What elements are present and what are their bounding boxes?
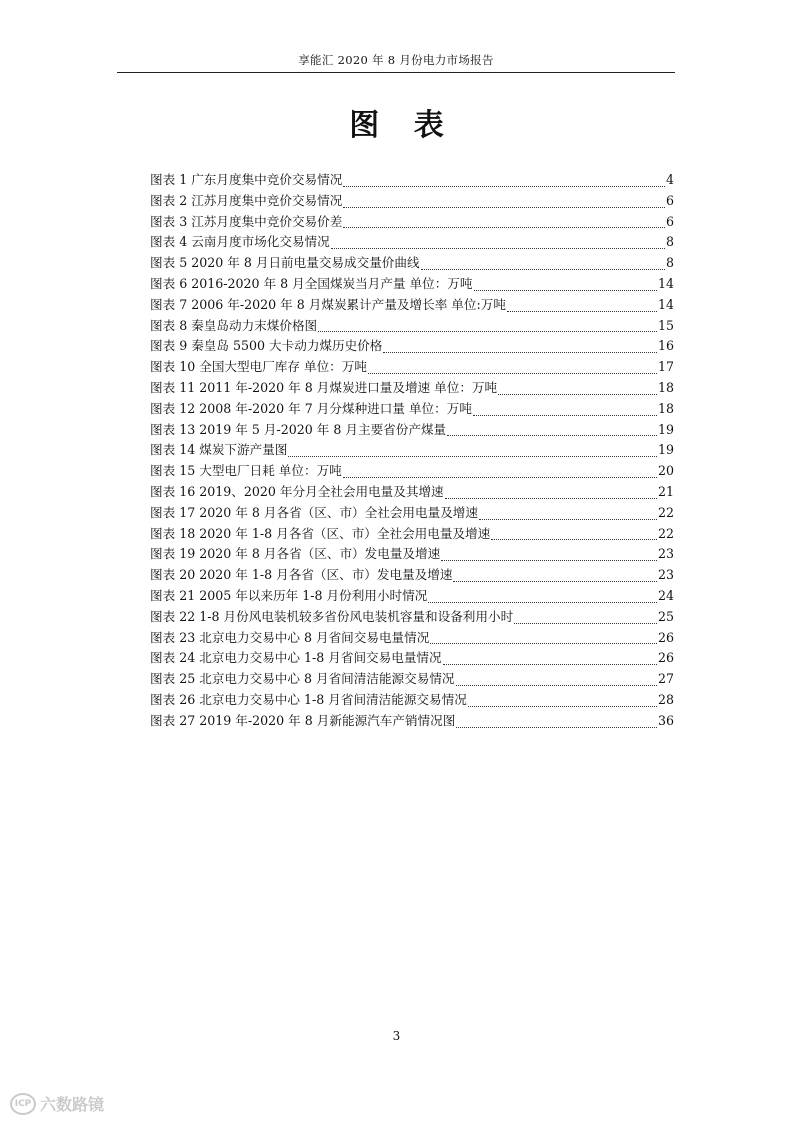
toc-entry[interactable] — [150, 503, 674, 524]
toc-entry-page: 15 — [657, 317, 674, 333]
toc-entry-page: 16 — [657, 338, 674, 354]
toc-entry-label: 图表 3 江苏月度集中竞价交易价差 — [150, 213, 343, 229]
figure-list — [150, 170, 674, 732]
toc-dot-leader — [468, 706, 657, 707]
toc-entry[interactable] — [150, 316, 674, 337]
toc-entry[interactable] — [150, 212, 674, 233]
toc-entry[interactable] — [150, 440, 674, 461]
toc-entry-page: 25 — [657, 608, 674, 624]
toc-entry-page: 23 — [657, 567, 674, 583]
toc-entry[interactable] — [150, 253, 674, 274]
toc-entry-page: 26 — [657, 629, 674, 645]
watermark-logo-icon: ICP — [10, 1093, 36, 1115]
toc-entry-page: 14 — [657, 296, 674, 312]
toc-dot-leader — [331, 248, 665, 249]
toc-dot-leader — [318, 331, 657, 332]
toc-entry[interactable] — [150, 711, 674, 732]
toc-entry-label: 图表 10 全国大型电厂库存 单位：万吨 — [150, 359, 367, 375]
toc-entry-label: 图表 13 2019 年 5 月-2020 年 8 月主要省份产煤量 — [150, 421, 447, 437]
toc-entry[interactable] — [150, 420, 674, 441]
toc-entry-page: 4 — [665, 172, 674, 187]
watermark — [10, 1092, 104, 1115]
toc-entry[interactable] — [150, 565, 674, 586]
toc-entry[interactable] — [150, 232, 674, 253]
toc-entry[interactable] — [150, 544, 674, 565]
toc-dot-leader — [383, 352, 657, 353]
toc-entry-page: 21 — [657, 483, 674, 499]
toc-dot-leader — [447, 435, 657, 436]
toc-entry-page: 19 — [657, 421, 674, 437]
toc-entry-label: 图表 4 云南月度市场化交易情况 — [150, 234, 330, 250]
toc-entry-page: 19 — [657, 442, 674, 458]
toc-entry[interactable] — [150, 607, 674, 628]
toc-entry-label: 图表 20 2020 年 1-8 月各省（区、市）发电量及增速 — [150, 567, 453, 583]
toc-entry-label: 图表 21 2005 年以来历年 1-8 月份利用小时情况 — [150, 587, 428, 603]
toc-entry-label: 图表 25 北京电力交易中心 8 月省间清洁能源交易情况 — [150, 671, 455, 687]
page-number: 3 — [392, 1029, 401, 1043]
toc-dot-leader — [456, 727, 657, 728]
toc-entry-label: 图表 12 2008 年-2020 年 7 月分煤种进口量 单位：万吨 — [150, 400, 472, 416]
toc-entry[interactable] — [150, 461, 674, 482]
toc-entry-page: 8 — [665, 255, 674, 271]
toc-entry-page: 8 — [665, 234, 674, 250]
toc-entry[interactable] — [150, 295, 674, 316]
page-title: 图 表 — [349, 108, 456, 143]
toc-dot-leader — [456, 685, 657, 686]
toc-entry-label: 图表 14 煤炭下游产量图 — [150, 442, 288, 458]
toc-entry[interactable] — [150, 524, 674, 545]
toc-entry[interactable] — [150, 586, 674, 607]
toc-dot-leader — [343, 186, 665, 187]
toc-entry-label: 图表 7 2006 年-2020 年 8 月煤炭累计产量及增长率 单位:万吨 — [150, 296, 506, 312]
toc-dot-leader — [453, 581, 657, 582]
toc-dot-leader — [473, 415, 657, 416]
toc-entry-page: 28 — [657, 691, 674, 707]
toc-dot-leader — [507, 311, 657, 312]
toc-entry-label: 图表 11 2011 年-2020 年 8 月煤炭进口量及增速 单位：万吨 — [150, 379, 498, 395]
toc-entry[interactable] — [150, 628, 674, 649]
toc-entry[interactable] — [150, 648, 674, 669]
toc-entry[interactable] — [150, 336, 674, 357]
toc-entry[interactable] — [150, 191, 674, 212]
toc-entry-page: 22 — [657, 504, 674, 520]
toc-dot-leader — [443, 664, 657, 665]
toc-dot-leader — [479, 519, 657, 520]
toc-entry[interactable] — [150, 357, 674, 378]
toc-entry-label: 图表 23 北京电力交易中心 8 月省间交易电量情况 — [150, 629, 430, 645]
toc-entry[interactable] — [150, 482, 674, 503]
toc-entry-label: 图表 18 2020 年 1-8 月各省（区、市）全社会用电量及增速 — [150, 525, 491, 541]
toc-entry-label: 图表 16 2019、2020 年分月全社会用电量及其增速 — [150, 483, 444, 499]
toc-dot-leader — [474, 290, 657, 291]
toc-entry-label: 图表 27 2019 年-2020 年 8 月新能源汽车产销情况图 — [150, 712, 456, 728]
toc-entry-label: 图表 9 秦皇岛 5500 大卡动力煤历史价格 — [150, 338, 383, 354]
toc-dot-leader — [445, 498, 657, 499]
toc-entry-page: 24 — [657, 587, 674, 603]
toc-entry-page: 27 — [657, 671, 674, 687]
toc-entry-label: 图表 26 北京电力交易中心 1-8 月省间清洁能源交易情况 — [150, 691, 467, 707]
toc-dot-leader — [343, 227, 665, 228]
toc-entry[interactable] — [150, 690, 674, 711]
toc-entry[interactable] — [150, 399, 674, 420]
watermark-text: 六数路镜 — [40, 1095, 105, 1114]
toc-entry-page: 22 — [657, 525, 674, 541]
toc-entry-label: 图表 19 2020 年 8 月各省（区、市）发电量及增速 — [150, 546, 441, 562]
toc-entry[interactable] — [150, 378, 674, 399]
header-divider — [117, 72, 675, 73]
toc-entry-label: 图表 22 1-8 月份风电装机较多省份风电装机容量和设备利用小时 — [150, 608, 514, 624]
toc-dot-leader — [428, 602, 657, 603]
toc-entry-label: 图表 17 2020 年 8 月各省（区、市）全社会用电量及增速 — [150, 504, 478, 520]
toc-entry-label: 图表 15 大型电厂日耗 单位：万吨 — [150, 463, 342, 479]
toc-dot-leader — [430, 643, 657, 644]
toc-dot-leader — [441, 560, 657, 561]
toc-entry-page: 18 — [657, 400, 674, 416]
toc-entry-page: 26 — [657, 650, 674, 666]
toc-entry-label: 图表 6 2016-2020 年 8 月全国煤炭当月产量 单位：万吨 — [150, 275, 473, 291]
toc-entry[interactable] — [150, 170, 674, 191]
toc-entry-page: 6 — [665, 192, 674, 208]
toc-entry-label: 图表 1 广东月度集中竞价交易情况 — [150, 172, 343, 187]
toc-entry-page: 18 — [657, 379, 674, 395]
toc-entry-label: 图表 2 江苏月度集中竞价交易情况 — [150, 192, 343, 208]
toc-dot-leader — [514, 623, 657, 624]
toc-dot-leader — [288, 456, 657, 457]
toc-entry-page: 6 — [665, 213, 674, 229]
toc-entry-page: 14 — [657, 275, 674, 291]
toc-dot-leader — [491, 539, 657, 540]
toc-entry[interactable] — [150, 274, 674, 295]
toc-entry-label: 图表 5 2020 年 8 月日前电量交易成交量价曲线 — [150, 255, 420, 271]
toc-dot-leader — [368, 373, 657, 374]
toc-entry-page: 17 — [657, 359, 674, 375]
toc-dot-leader — [498, 394, 657, 395]
toc-entry-label: 图表 24 北京电力交易中心 1-8 月省间交易电量情况 — [150, 650, 442, 666]
toc-entry[interactable] — [150, 669, 674, 690]
toc-entry-page: 23 — [657, 546, 674, 562]
toc-entry-label: 图表 8 秦皇岛动力末煤价格图 — [150, 317, 318, 333]
toc-dot-leader — [343, 477, 657, 478]
page-header: 享能汇 2020 年 8 月份电力市场报告 — [298, 53, 494, 67]
toc-entry-page: 36 — [657, 712, 674, 728]
toc-dot-leader — [343, 207, 665, 208]
toc-entry-page: 20 — [657, 463, 674, 479]
toc-dot-leader — [421, 269, 665, 270]
